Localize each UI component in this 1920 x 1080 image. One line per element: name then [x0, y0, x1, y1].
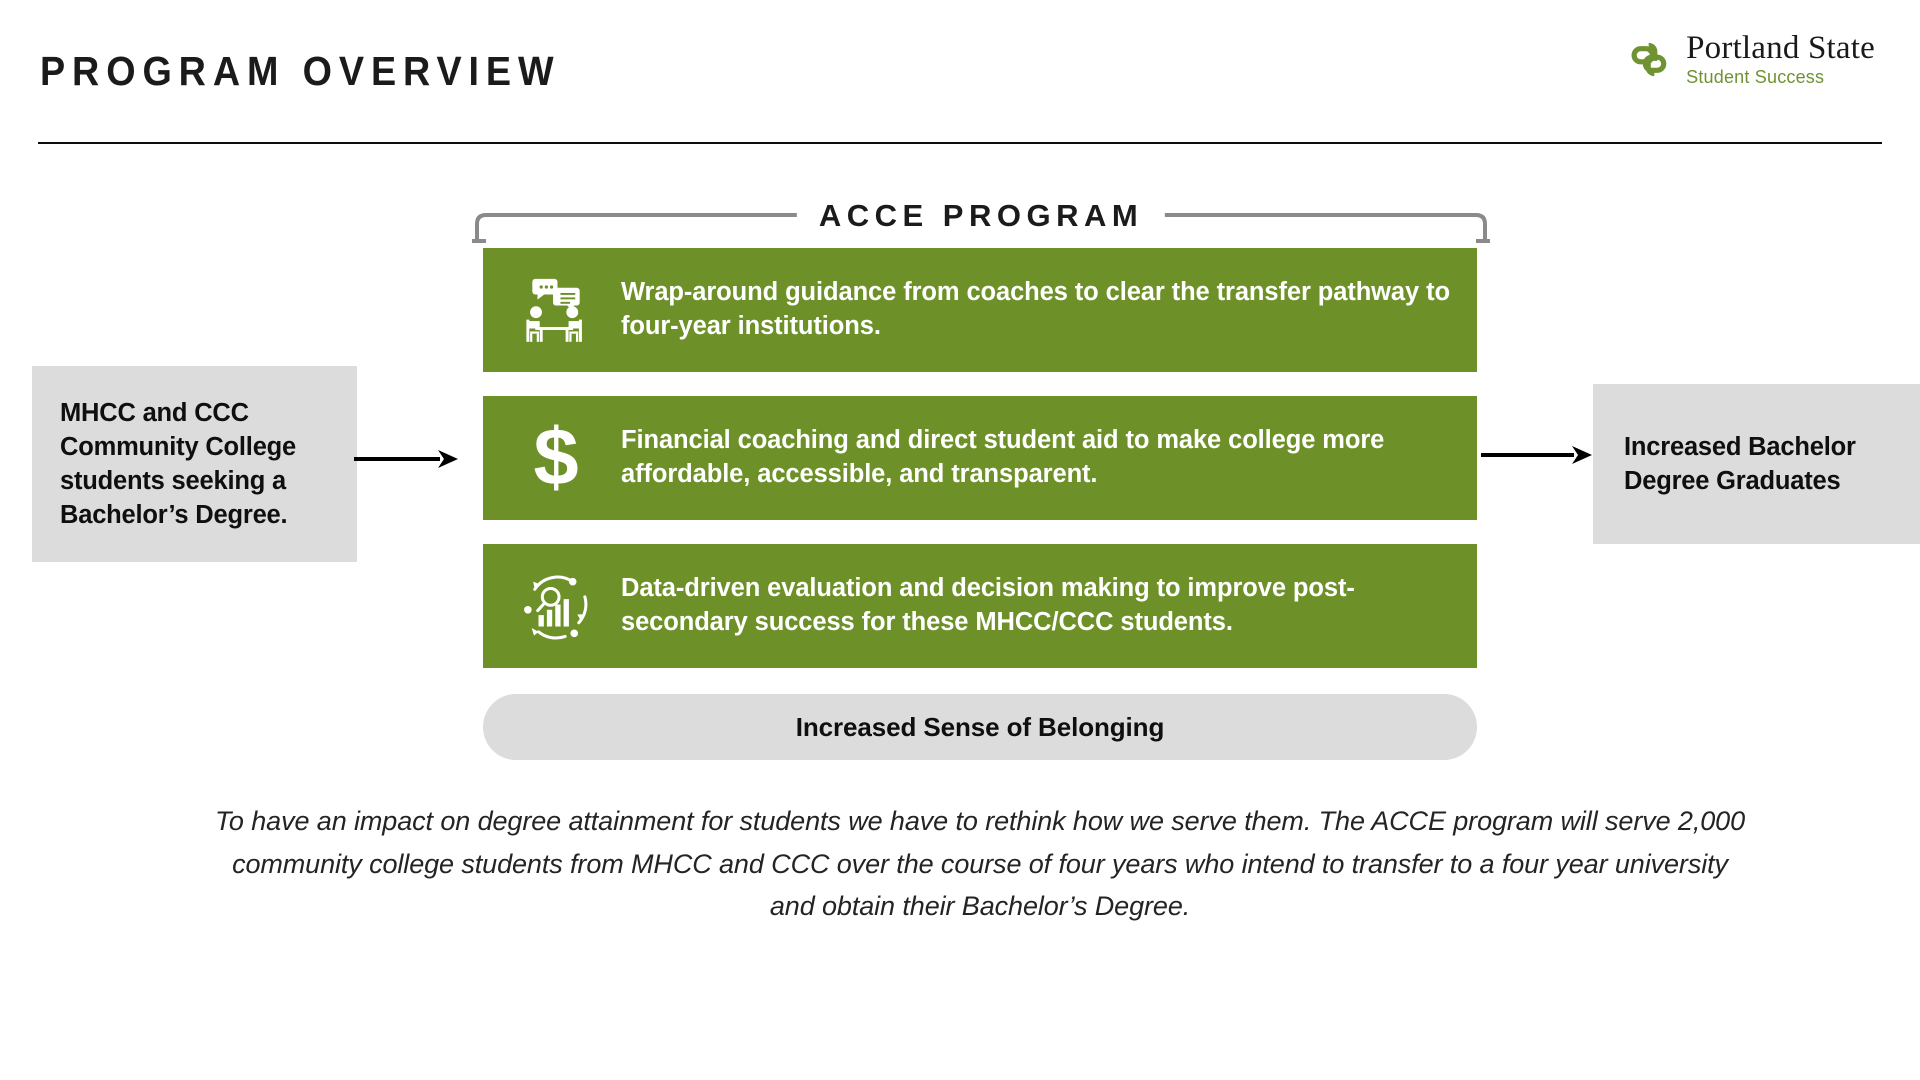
psu-knot-logo-icon — [1628, 36, 1675, 83]
outcome-pill-label: Increased Sense of Belonging — [795, 711, 1165, 742]
logo-secondary-text: Student Success — [1686, 67, 1825, 87]
program-output-label: Increased Bachelor Degree Graduates — [1624, 432, 1856, 495]
pillar-box-financial[interactable] — [483, 396, 1477, 520]
page-title: PROGRAM OVERVIEW — [40, 48, 561, 94]
program-output-box[interactable] — [1593, 384, 1920, 544]
acce-program-bracket — [472, 200, 1490, 244]
program-input-label: MHCC and CCC Community College students seeking a Bachelor’s Degree. — [60, 398, 297, 530]
pillar-text-guidance: Wrap-around guidance from coaches to clear the transfer pathway to four-year institutions. — [621, 278, 1450, 340]
pillar-text-financial: Financial coaching and direct student aid to make college more affordable, accessible, and transparent. — [621, 426, 1385, 488]
portland-state-logo — [1628, 32, 1875, 86]
acce-program-label: ACCE PROGRAM — [797, 198, 1165, 234]
arrow-program-to-output — [1481, 444, 1593, 471]
outcome-pill-belonging[interactable] — [483, 694, 1477, 760]
svg-text:$: $ — [533, 419, 579, 497]
coaching-conversation-icon — [513, 267, 599, 353]
pillar-text-data: Data-driven evaluation and decision making to improve post-secondary success for these MHCC/CCC students. — [621, 574, 1355, 636]
program-caption: To have an impact on degree attainment for students we have to rethink how we serve them. The ACCE program will serve 2,000 community college students from MHCC and CCC over the course of four years who intend to transfer to a four year university and obtain their Bachelor’s Degree. — [215, 806, 1745, 922]
arrow-input-to-program — [354, 448, 459, 475]
header-divider — [38, 142, 1882, 144]
dollar-sign-icon — [513, 415, 599, 501]
pillar-box-data[interactable] — [483, 544, 1477, 668]
pillar-box-guidance[interactable] — [483, 248, 1477, 372]
data-analytics-cycle-icon — [513, 563, 599, 649]
program-input-box[interactable] — [32, 366, 357, 562]
logo-primary-text: Portland State — [1686, 30, 1875, 66]
